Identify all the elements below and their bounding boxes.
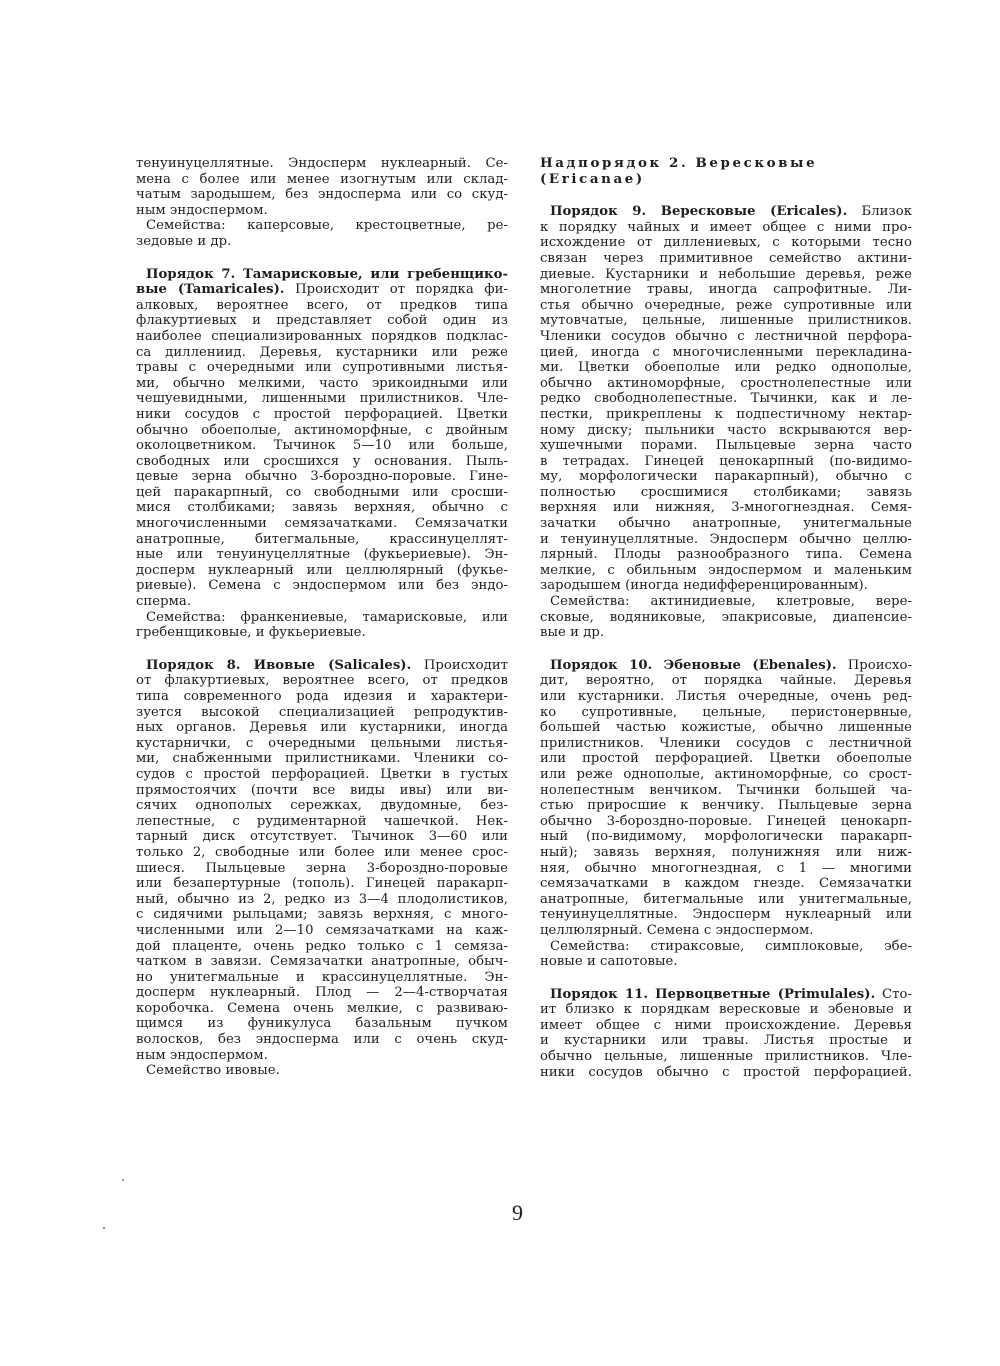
text-line: ный (по-видимому, морфологически паракарп-: [540, 829, 912, 845]
order-7-heading-line2: вые (Tamaricales).: [136, 282, 285, 298]
text-line: анатропные, битегмальные или унитегмальные,: [540, 891, 912, 907]
text-line: или безапертурные (тополь). Гинецей паракарп-: [136, 876, 508, 892]
text-line: или кустарники. Листья очередные, очень ред-: [540, 689, 912, 704]
order-8-heading: Порядок 8. Ивовые (Salicales).: [146, 657, 412, 673]
families-line: Семейства: актинидиевые, клетровые, вере-: [550, 594, 912, 610]
text-line: цей паракарпный, со свободными или сросши-: [136, 484, 508, 500]
text-line: и кустарники или травы. Листья простые и: [540, 1033, 912, 1049]
families-line: Семейства: стираксовые, симплоковые, эбе-: [550, 938, 912, 954]
text-line: судов с простой перфорацией. Цветки в густых: [136, 766, 508, 782]
text-line: чешуевидными, лишенными прилистников. Чле-: [136, 391, 508, 407]
text-line: щимся из фуникулуса базальным пучком: [136, 1016, 508, 1032]
text-line: или простой перфорацией. Цветки обоеполые: [540, 751, 912, 767]
text-line: ми, обычно мелкими, часто эрикоидными или: [136, 375, 508, 391]
families-line: сковые, водяниковые, эпакрисовые, диапенсие-: [540, 609, 912, 625]
text-line: ные или тенуинуцеллятные (фукьериевые). Эн-: [136, 547, 508, 563]
text-line: ники сосудов обычно с простой перфорацией.: [540, 1064, 912, 1080]
text-line: прямостоячих (почти все виды ивы) или ви-: [136, 782, 508, 798]
text-line: сячих однополых сережках, двудомные, без-: [136, 798, 508, 814]
text-line: травы с очередными или супротивными листья-: [136, 360, 508, 376]
text-line: цевые зерна обычно 3-бороздно-поровые. Гине-: [136, 469, 508, 485]
text-line: са диллениид. Деревья, кустарники или реже: [136, 344, 508, 360]
text-line: обычно цельные, лишенные прилистников. Чле-: [540, 1049, 912, 1065]
families-line: новые и сапотовые.: [540, 954, 678, 970]
left-column: [136, 156, 508, 1079]
text-line: и тенуинуцеллятные. Эндосперм обычно целлю-: [540, 531, 912, 547]
text-line: диевые. Кустарники и небольшие деревья, реже: [540, 266, 912, 282]
text-line: чатком в завязи. Семязачатки анатропные, обыч-: [136, 954, 508, 970]
text-line: досперм нуклеарный. Плод — 2—4-створчатая: [136, 985, 508, 1001]
text-line: стью приросшие к венчику. Пыльцевые зерна: [540, 798, 912, 814]
families-line: зедовые и др.: [136, 233, 232, 249]
text-line: ми. Цветки обоеполые или редко однополые,: [540, 360, 912, 376]
text-line: цией, иногда с многочисленными перекладина-: [540, 344, 912, 360]
text-line: ко супротивные, цельные, перистонервные,: [540, 704, 912, 720]
text-line: ным эндоспермом.: [136, 202, 268, 218]
text-line: пестки, прикреплены к подпестичному нектар-: [540, 406, 912, 422]
text-line: алковых, вероятнее всего, от предков типа: [136, 297, 508, 313]
text-line: Порядок 8. Ивовые (Salicales). Происходит: [146, 657, 508, 673]
text-line: численными или 2—10 семязачатками на каж-: [136, 922, 508, 938]
text-line: досперм нуклеарный или целлюлярный (фукье-: [136, 562, 508, 578]
text-line: лярный. Плоды разнообразного типа. Семена: [540, 547, 912, 563]
continuation-section: [136, 156, 508, 250]
text-line: в тетрадах. Гинецей ценокарпный (по-видимо-: [540, 453, 912, 469]
text-line: Членики сосудов обычно с лестничной перфора-: [540, 328, 912, 344]
superorder-title-line2: (Ericanae): [540, 170, 645, 187]
text-line: волосков, без эндосперма или с очень скуд-: [136, 1032, 508, 1048]
order-10-section: [540, 658, 912, 970]
text-line: типа современного рода идезия и характери-: [136, 689, 508, 704]
text-line: чатым зародышем, без эндосперма или со скуд-: [136, 187, 508, 203]
text-line: свободных или сросшихся у основания. Пыль-: [136, 453, 508, 469]
text-line: к порядку чайных и имеет общее с ними про-: [540, 219, 912, 235]
families-line: Семейство ивовые.: [146, 1063, 280, 1079]
text-line: лепестные, с рудиментарной чашечкой. Нек-: [136, 813, 508, 829]
text-line: зачатки обычно анатропные, унитегмальные: [540, 516, 912, 532]
text-line: дит, вероятно, от порядка чайные. Деревья: [540, 673, 912, 689]
text-line: кустарнички, с очередными цельными листья-: [136, 735, 508, 751]
text-line: хушечными порами. Пыльцевые зерна часто: [540, 438, 912, 454]
order-7-heading-line1: Порядок 7. Тамарисковые, или гребенщико-: [146, 266, 508, 282]
text-line: прилистников. Членики сосудов с лестничной: [540, 735, 912, 751]
text-line: зуется высокой специализацией репродуктив-: [136, 704, 508, 720]
families-line: Семейства: каперсовые, крестоцветные, ре-: [146, 218, 508, 234]
text-line: обычно актиноморфные, сростнолепестные или: [540, 375, 912, 391]
text-line: тенуинуцеллятные. Эндосперм нуклеарный. Се-: [136, 156, 508, 171]
text-line: коробочка. Семена очень мелкие, с развиваю-: [136, 1000, 508, 1016]
text-line: ники сосудов с простой перфорацией. Цветки: [136, 406, 508, 422]
order-11-section: [540, 987, 912, 1081]
text-line: ному диску; пыльники часто вскрываются вер-: [540, 422, 912, 438]
order-8-section: [136, 658, 508, 1079]
text-line: обычно обоеполые, актиноморфные, с двойным: [136, 422, 508, 438]
text-line: тарный диск отсутствует. Тычинок 3—60 или: [136, 829, 508, 845]
order-10-heading: Порядок 10. Эбеновые (Ebenales).: [550, 657, 837, 673]
text-line: ми, снабженными прилистниками. Членики со-: [136, 751, 508, 767]
text-line: ных органов. Деревья или кустарники, иногда: [136, 720, 508, 736]
text-line: мися столбиками; завязь верхняя, обычно с: [136, 500, 508, 516]
families-line: вые и др.: [540, 625, 605, 641]
page-number: 9: [512, 1200, 523, 1225]
text-line: многолетние травы, иногда сапрофитные. Ли-: [540, 282, 912, 298]
text-line: околоцветником. Тычинок 5—10 или больше,: [136, 438, 508, 454]
text-line: обычно 3-бороздно-поровые. Гинецей ценокарп-: [540, 813, 912, 829]
text-line: няя, обычно многогнездная, с 1 — многими: [540, 860, 912, 876]
families-line: Семейства: франкениевые, тамарисковые, или: [146, 609, 508, 625]
text-line: или реже однополые, актиноморфные, со срост-: [540, 766, 912, 782]
order-11-heading: Порядок 11. Первоцветные (Primulales).: [550, 986, 876, 1002]
text-line: анатропные, битегмальные, крассинуцеллят-: [136, 531, 508, 547]
text-line: но унитегмальные и крассинуцеллятные. Эн-: [136, 969, 508, 985]
text-line: сперма.: [136, 594, 192, 610]
text-line: риевые). Семена с эндоспермом или без эндо-: [136, 578, 508, 594]
order-7-section: [136, 267, 508, 641]
text-line: ный); завязь верхняя, полунижняя или ниж-: [540, 844, 912, 860]
text-line: верхняя или нижняя, 3-многогнездная. Семя-: [540, 500, 912, 516]
text-line: редко свободнолепестные. Тычинки, как и ле-: [540, 391, 912, 407]
text-line: флакуртиевых и представляет собой один из: [136, 313, 508, 329]
superorder-heading: [540, 156, 912, 187]
text-line: ный, обычно из 2, редко из 3—4 плодолистиков,: [136, 891, 508, 907]
text-line: большей частью кожистые, обычно лишенные: [540, 720, 912, 736]
text-line: семязачатками в каждом гнезде. Семязачатки: [540, 876, 912, 892]
text-line: наиболее специализированных порядков подклас-: [136, 328, 508, 344]
text-line: имеет общее с ними происхождение. Деревья: [540, 1017, 912, 1033]
text-line: ит близко к порядкам вересковые и эбеновые и: [540, 1002, 912, 1018]
text-line: целлюлярный. Семена с эндоспермом.: [540, 922, 814, 938]
order-7-heading: [136, 267, 508, 283]
text-line: нолепестным венчиком. Тычинки большей ча-: [540, 782, 912, 798]
text-line: вые (Tamaricales). Происходит от порядка фи-: [136, 282, 508, 298]
text-line: только 2, свободные или более или менее срос-: [136, 844, 508, 860]
text-line: шиеся. Пыльцевые зерна 3-бороздно-поровые: [136, 860, 508, 876]
text-line: стья обычно очередные, реже супротивные или: [540, 297, 912, 313]
order-9-heading: Порядок 9. Вересковые (Ericales).: [550, 204, 848, 220]
text-line: Порядок 9. Вересковые (Ericales). Близок: [550, 204, 912, 220]
text-line: дой плаценте, очень редко только с 1 семяза-: [136, 938, 508, 954]
superorder-title-line1: Надпорядок 2. Вересковые: [540, 155, 818, 171]
text-line: Порядок 10. Эбеновые (Ebenales). Происхо-: [550, 657, 912, 673]
text-line: с сидячими рыльцами; завязь верхняя, с много-: [136, 907, 508, 923]
families-line: гребенщиковые, и фукьериевые.: [136, 625, 366, 641]
right-column: [540, 156, 912, 1080]
text-line: ным эндоспермом.: [136, 1047, 268, 1063]
text-line: му, морфологически паракарпный), обычно с: [540, 469, 912, 485]
text-line: мена с более или менее изогнутым или склад-: [136, 171, 508, 187]
text-line: полностью сросшимися столбиками; завязь: [540, 484, 912, 500]
order-9-section: [540, 204, 912, 641]
scan-speck: [122, 1179, 124, 1181]
text-line: мутовчатые, цельные, лишенные прилистников.: [540, 313, 912, 329]
scan-speck: [103, 1227, 105, 1229]
text-line: мелкие, с обильным эндоспермом и маленьким: [540, 562, 912, 578]
text-line: тенуинуцеллятные. Эндосперм нуклеарный или: [540, 907, 912, 923]
text-line: многочисленными семязачатками. Семязачатки: [136, 516, 508, 532]
text-line: зародышем (иногда недифференцированным).: [540, 578, 868, 594]
text-line: исхождение от диллениевых, с которыми тесно: [540, 235, 912, 251]
text-line: связан через примитивное семейство актини-: [540, 250, 912, 266]
text-line: от флакуртиевых, вероятнее всего, от предков: [136, 673, 508, 689]
text-line: Порядок 11. Первоцветные (Primulales). Сто-: [550, 986, 912, 1002]
